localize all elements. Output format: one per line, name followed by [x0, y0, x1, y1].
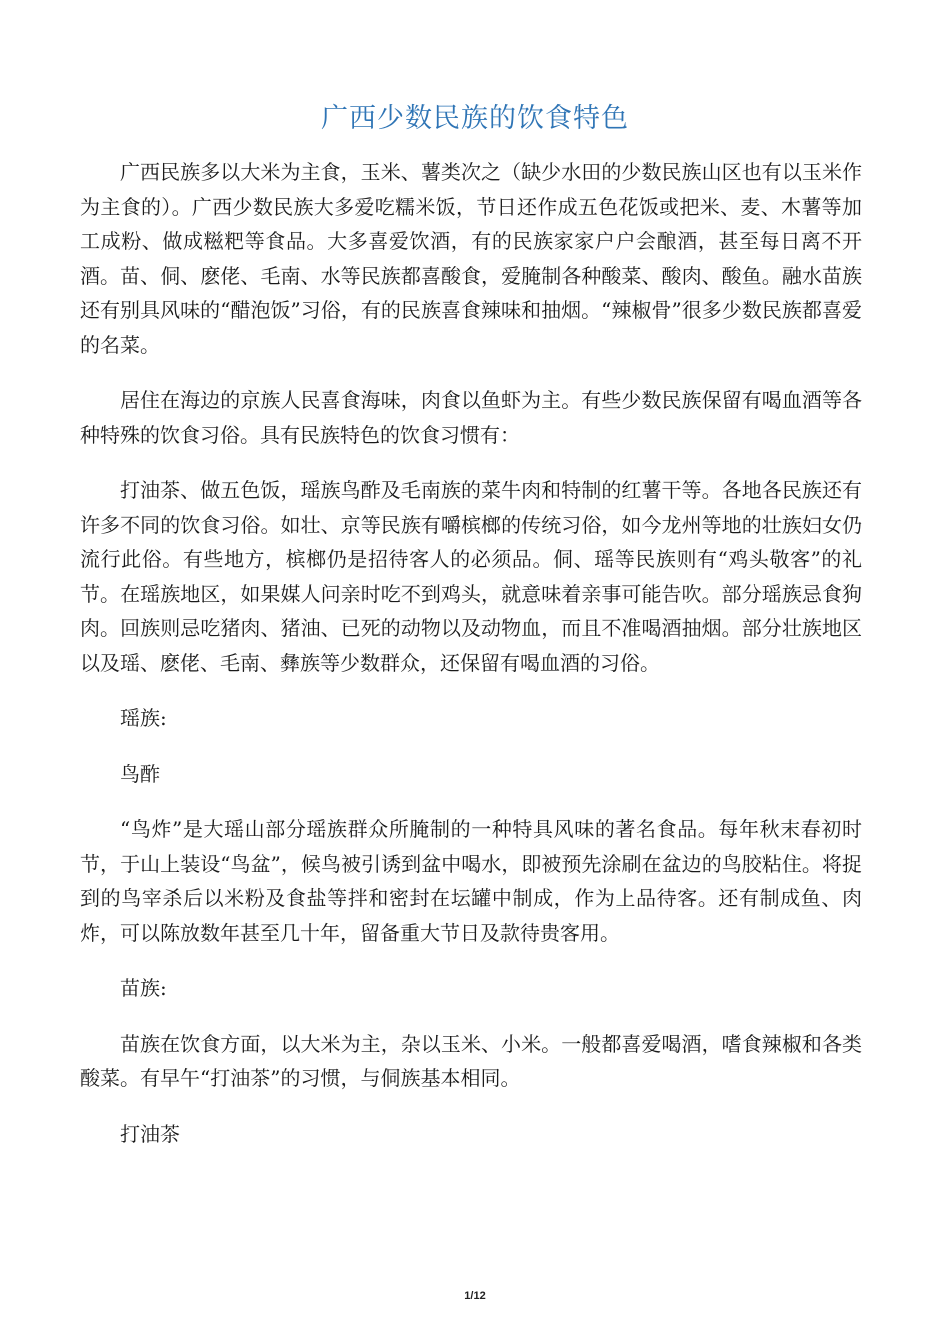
paragraph-seaside: 居住在海边的京族人民喜食海味，肉食以鱼虾为主。有些少数民族保留有喝血酒等各种特殊的饮食习俗。具有民族特色的饮食习惯有：	[80, 388, 862, 447]
page-title: 广西少数民族的饮食特色	[321, 103, 629, 134]
document-body	[80, 155, 862, 1172]
paragraph-intro: 广西民族多以大米为主食，玉米、薯类次之（缺少水田的少数民族山区也有以玉米作为主食的）。广西少数民族大多爱吃糯米饭，节日还作成五色花饭或把米、麦、木薯等加工成粉、做成糍粑等食品。大多喜爱饮酒，有的民族家家户户会酿酒，甚至每日离不开酒。苗、侗、麽佬、毛南、水等民族都喜酸食，爱腌制各种酸菜、酸肉、酸鱼。融水苗族还有别具风味的“醋泡饭”习俗，有的民族喜食辣味和抽烟。“辣椒骨”很多少数民族都喜爱的名菜。	[80, 160, 862, 357]
subheading-youcha: 打油茶	[120, 1121, 180, 1146]
heading-yao: 瑶族:	[120, 706, 167, 730]
paragraph-customs: 打油茶、做五色饭，瑶族鸟酢及毛南族的菜牛肉和特制的红薯干等。各地各民族还有许多不同的饮食习俗。如壮、京等民族有嚼槟榔的传统习俗，如今龙州等地的壮族妇女仍流行此俗。有些地方，槟榔仍是招待客人的必须品。侗、瑶等民族则有“鸡头敬客”的礼节。在瑶族地区，如果媒人问亲时吃不到鸡头，就意味着亲事可能告吹。部分瑶族忌食狗肉。回族则忌吃猪肉、猪油、已死的动物以及动物血，而且不准喝酒抽烟。部分壮族地区以及瑶、麽佬、毛南、彝族等少数群众，还保留有喝血酒的习俗。	[80, 478, 862, 675]
paragraph-miao: 苗族在饮食方面，以大米为主，杂以玉米、小米。一般都喜爱喝酒，嗜食辣椒和各类酸菜。有早午“打油茶”的习惯，与侗族基本相同。	[80, 1031, 862, 1090]
page-number: 1/12	[464, 1290, 486, 1302]
heading-miao: 苗族:	[120, 976, 167, 1000]
subheading-niaozha: 鸟酢	[120, 761, 160, 786]
paragraph-niaozha: “鸟炸”是大瑶山部分瑶族群众所腌制的一种特具风味的著名食品。每年秋末春初时节，于山上装设“鸟盆”，候鸟被引诱到盆中喝水，即被预先涂刷在盆边的鸟胶粘住。将捉到的鸟宰杀后以米粉及食盐等拌和密封在坛罐中制成，作为上品待客。还有制成鱼、肉炸，可以陈放数年甚至几十年，留备重大节日及款待贵客用。	[80, 817, 862, 945]
